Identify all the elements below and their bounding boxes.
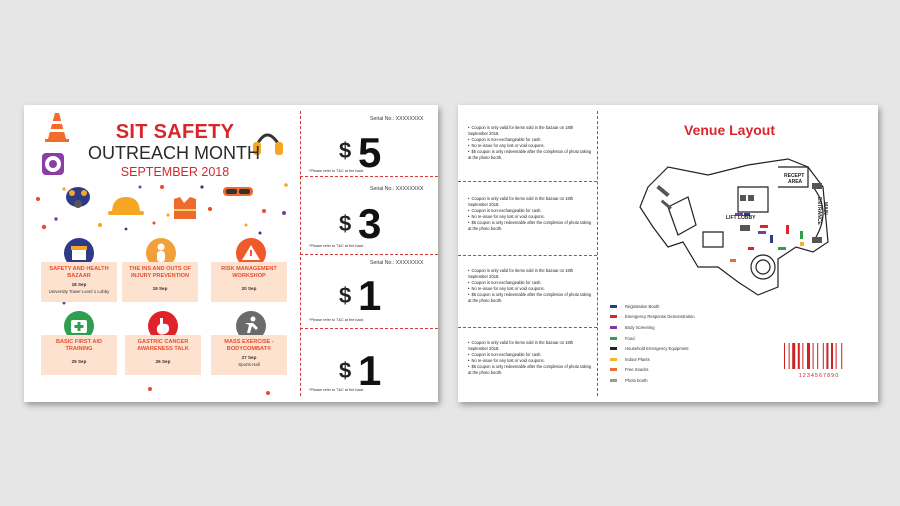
recept-area-label-2: AREA [788,179,803,185]
hard-hat-icon [108,197,144,215]
legend-swatch [610,337,617,340]
term-item: • $5 coupon is only redeemable after the completion of photo taking at the photo booth. [468,292,593,304]
term-item: • Coupon is non-exchangeable for cash. [468,208,593,214]
traffic-cone-icon [45,113,69,142]
coupon-note: *Please refer to T&C at the back [309,318,364,322]
coupon-currency: $ [339,283,352,308]
term-item: • Coupon is only valid for items sold in the bazaar on 18th September 2018. [468,196,593,208]
legend-swatch [610,379,617,382]
main-entrance-label: MAIN [822,202,828,215]
poster-date: SEPTEMBER 2018 [120,165,230,179]
legend-swatch [610,326,617,329]
event-name: RISK MANAGEMENT WORKSHOP [221,266,277,279]
legend-swatch [610,305,617,308]
event-name: THE INS AND OUTS OF INJURY PREVENTION [129,266,191,279]
term-item: • No re-issue for any lost or void coupons. [468,214,593,220]
safety-vest-icon [174,197,196,219]
coupon-divider [458,255,597,256]
main-entrance-label-2: ENTRANCE [816,197,822,225]
event-card-safety-bazaar [41,262,117,302]
legend-item [610,312,695,323]
coupon-note: *Please refer to T&C at the back [309,388,364,392]
legend-label: Household Emergency Equipment [625,346,689,352]
event-location: Sports Hall [238,362,260,367]
event-date: 20 Sep [241,286,257,291]
poster-subtitle: OUTREACH MONTH [88,143,260,163]
legend-item [610,301,695,312]
term-item: • Coupon is only valid for items sold in the bazaar on 18th September 2018. [468,340,593,352]
term-item: • Coupon is only valid for items sold in the bazaar on 18th September 2018. [468,268,593,280]
legend-swatch [610,347,617,350]
coupon-divider [300,328,438,329]
term-item: • No re-issue for any lost or void coupons. [468,143,593,149]
coupon-perforation [597,111,598,396]
coupon-serial: Serial No.: XXXXXXXX [370,186,424,192]
legend-swatch [610,315,617,318]
coupon-amount: 3 [358,200,382,247]
legend-label: Registration Booth [625,303,660,309]
legend-item [610,322,695,333]
coupon-terms [468,268,593,304]
legend-label: Emergency Response Demonstration [625,314,695,320]
coupon-amount: 1 [358,347,382,394]
coupon-currency: $ [339,358,352,383]
event-date: 18 Sep [71,282,87,287]
event-date: 27 Sep [241,355,257,360]
event-date: 26 Sep [155,359,171,364]
term-item: • $5 coupon is only redeemable after the completion of photo taking at the photo booth. [468,364,593,376]
barcode-icon [784,343,854,369]
legend-item [610,343,695,354]
event-date: 19 Sep [152,286,168,291]
coupon-note: *Please refer to T&C at the back [309,169,364,173]
coupon-divider [458,181,597,182]
coupon-serial: Serial No.: XXXXXXXX [370,260,424,266]
coupon-note: *Please refer to T&C at the back [309,244,364,248]
coupon-divider [300,254,438,255]
venue-legend [610,301,695,386]
event-card-injury-prevention [122,262,198,302]
coupon-terms [468,340,593,376]
lift-lobby-label: LIFT LOBBY [726,215,756,221]
term-item: • $5 coupon is only redeemable after the completion of photo taking at the photo booth. [468,220,593,232]
legend-label: Food [625,335,635,341]
event-date: 25 Sep [71,359,87,364]
term-item: • No re-issue for any lost or void coupons. [468,358,593,364]
coupon-divider [458,327,597,328]
alarm-bell-icon [42,153,64,175]
event-name: SAFETY AND HEALTH BAZAAR [49,266,109,279]
poster-back-card [458,105,878,402]
venue-title: Venue Layout [684,122,776,138]
coupon-currency: $ [339,211,352,236]
coupon-terms [468,125,593,161]
coupon-currency: $ [339,138,352,163]
coupon-amount: 5 [358,129,382,176]
legend-label: Indoor Plants [625,356,650,362]
event-card-gastric-cancer [125,335,201,375]
legend-label: Body Screening [625,324,655,330]
gas-mask-icon [66,187,90,208]
event-card-risk-management [211,262,287,302]
term-item: • Coupon is non-exchangeable for cash. [468,280,593,286]
term-item: • Coupon is non-exchangeable for cash. [468,137,593,143]
legend-label: Photo booth [625,377,648,383]
legend-swatch [610,358,617,361]
coupon-divider [300,176,438,177]
coupon-amount: 1 [358,272,382,319]
event-name: MASS EXERCISE - BODYCOMBAT® [224,339,274,352]
legend-item [610,365,695,376]
term-item: • Coupon is only valid for items sold in the bazaar on 18th September 2018. [468,125,593,137]
event-name: GASTRIC CANCER AWARENESS TALK [137,339,189,352]
event-card-first-aid [41,335,117,375]
legend-item [610,354,695,365]
coupon-serial: Serial No.: XXXXXXXX [370,116,424,122]
venue-floor-plan [628,147,848,297]
legend-item [610,333,695,344]
term-item: • No re-issue for any lost or void coupons. [468,286,593,292]
legend-swatch [610,368,617,371]
poster-front-card [24,105,438,402]
barcode-number: 1234567890 [798,373,840,379]
term-item: • $5 coupon is only redeemable after the completion of photo taking at the photo booth. [468,149,593,161]
safety-goggles-icon [223,187,253,196]
legend-item [610,375,695,386]
event-name: BASIC FIRST AID TRAINING [55,339,103,352]
event-card-mass-exercise [211,335,287,375]
poster-title: SIT SAFETY [115,121,235,143]
coupon-terms [468,196,593,232]
recept-area-label: RECEPT [784,173,805,179]
term-item: • Coupon is non-exchangeable for cash. [468,352,593,358]
event-location: University Tower Level 1 Lobby [48,289,110,294]
legend-label: Free Snacks [625,367,649,373]
